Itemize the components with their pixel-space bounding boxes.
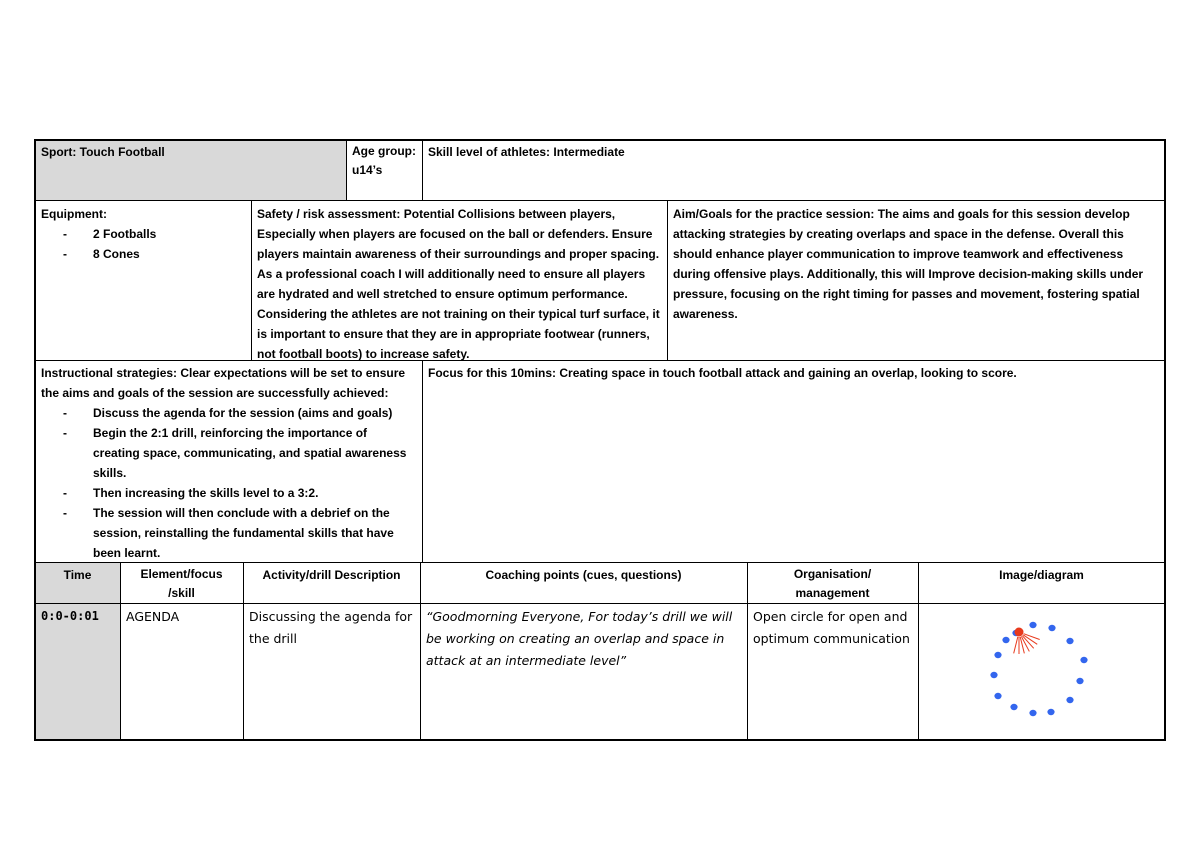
diagram-cell <box>918 603 1165 740</box>
image-header: Image/diagram <box>999 568 1084 582</box>
coach-ray <box>1020 637 1024 653</box>
equipment-item: - 8 Cones <box>41 244 245 264</box>
player-marker <box>1048 625 1055 631</box>
player-marker <box>994 693 1001 699</box>
age-group-label: Age group: u14’s <box>352 144 416 177</box>
instructional-item: - The session will then conclude with a debrief on the session, reinstalling the fundamental skills that have been learnt. <box>41 503 416 562</box>
instructional-cell <box>35 360 422 562</box>
safety-cell <box>251 201 667 360</box>
coach-dot <box>1015 628 1024 637</box>
equipment-list <box>41 224 245 264</box>
aims-cell <box>667 201 1165 360</box>
instructional-intro: Instructional strategies: Clear expectations will be set to ensure the aims and goals of the session are successfully achieved: <box>41 366 406 400</box>
organisation-cell <box>747 603 918 740</box>
time-value: 0:0-0:01 <box>41 609 99 623</box>
player-marker <box>1002 637 1009 643</box>
aims-text: Aim/Goals for the practice session: The aims and goals for this session develop attacking strategies by creating overlaps and space in the defense. Overall this should enhance player communication to improve teamwork and effectiveness during offensive plays. Additionally, this will Improve decision-making skills under pressure, focusing on the right timing for passes and movement, fostering spatial awareness. <box>673 207 1144 321</box>
skill-level-cell <box>422 139 1165 201</box>
coach-marker <box>1014 628 1040 655</box>
player-marker <box>990 672 997 678</box>
age-group-cell <box>346 139 422 201</box>
player-marker <box>1066 638 1073 644</box>
focus-cell <box>422 360 1165 562</box>
player-marker <box>1066 697 1073 703</box>
element-header: Element/focus /skill <box>140 567 223 600</box>
equipment-title: Equipment: <box>41 207 107 221</box>
activity-cell <box>243 603 420 740</box>
instructional-item: - Then increasing the skills level to a 3:2. <box>41 483 416 503</box>
player-marker <box>1076 678 1083 684</box>
equipment-item: - 2 Footballs <box>41 224 245 244</box>
organisation-header: Organisation/ management <box>793 567 872 600</box>
sport-label: Sport: Touch Football <box>41 145 165 159</box>
time-header: Time <box>35 562 120 603</box>
player-marker <box>1029 710 1036 716</box>
sport-cell <box>35 139 346 201</box>
organisation-value: Open circle for open and optimum communication <box>753 609 910 646</box>
player-marker <box>994 652 1001 658</box>
player-marker <box>1080 657 1087 663</box>
activity-value: Discussing the agenda for the drill <box>249 609 413 646</box>
focus-text: Focus for this 10mins: Creating space in touch football attack and gaining an overlap, looking to score. <box>428 366 1017 380</box>
coaching-value: “Goodmorning Everyone, For today’s drill we will be working on creating an overlap and space in attack at an intermediate level” <box>426 609 733 668</box>
skill-level-label: Skill level of athletes: Intermediate <box>428 145 625 159</box>
equipment-cell <box>35 201 251 360</box>
activity-header: Activity/drill Description <box>262 568 401 582</box>
open-circle-diagram <box>918 603 1165 740</box>
player-marker <box>1029 622 1036 628</box>
time-cell <box>35 603 120 740</box>
instructional-item: - Discuss the agenda for the session (aims and goals) <box>41 403 416 423</box>
instructional-list <box>41 403 416 562</box>
element-value: AGENDA <box>126 609 180 624</box>
coaching-cell <box>420 603 747 740</box>
safety-text: Safety / risk assessment: Potential Collisions between players, Especially when players are focused on the ball or defenders. Ensure players maintain awareness of their surroundings and proper spacing. As a professional coach I will additionally need to ensure all players are hydrated and well stretched to ensure optimum performance. Considering the athletes are not training on their typical turf surface, it is important to ensure that they are in appropriate footwear (runners, not football boots) to increase safety. <box>257 207 660 360</box>
coach-ray <box>1014 637 1018 653</box>
instructional-item: - Begin the 2:1 drill, reinforcing the importance of creating space, communicating, and spatial awareness skills. <box>41 423 416 483</box>
player-marker <box>1010 704 1017 710</box>
coaching-header: Coaching points (cues, questions) <box>485 568 682 582</box>
player-marker <box>1047 709 1054 715</box>
element-cell <box>120 603 243 740</box>
